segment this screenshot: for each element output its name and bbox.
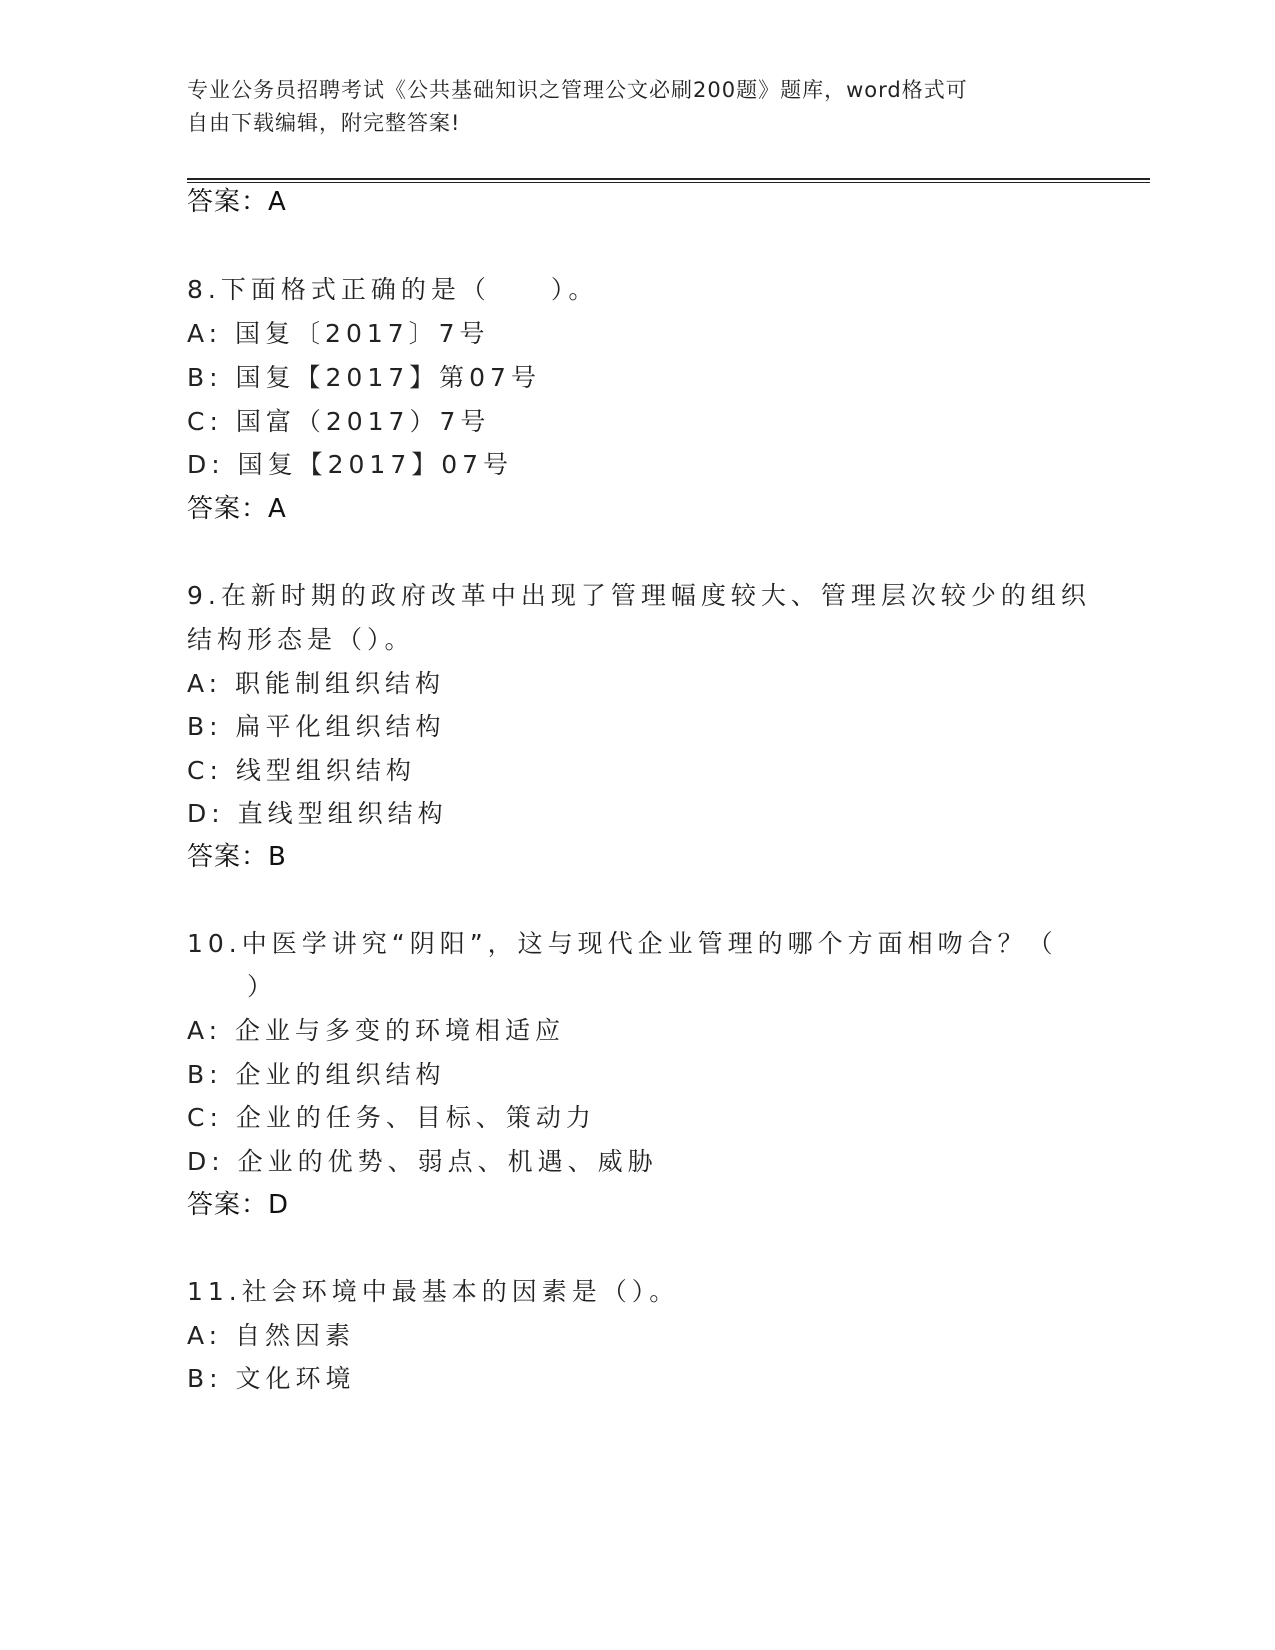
question-10-option-d: D: 企业的优势、弱点、机遇、威胁 xyxy=(187,1147,658,1176)
question-8-option-a: A: 国复〔2017〕7号 xyxy=(187,319,490,348)
question-11-option-a: A: 自然因素 xyxy=(187,1321,356,1350)
question-11-option-b: B: 文化环境 xyxy=(187,1364,356,1393)
question-8-option-d: D: 国复【2017】07号 xyxy=(187,450,514,479)
header-line-1: 专业公务员招聘考试《公共基础知识之管理公文必刷200题》题库，word格式可 xyxy=(187,78,968,102)
question-9-stem-line-1: 9.在新时期的政府改革中出现了管理幅度较大、管理层次较少的组织 xyxy=(187,581,1091,610)
question-9-option-b: B: 扁平化组织结构 xyxy=(187,712,446,741)
question-11-stem: 11.社会环境中最基本的因素是（）。 xyxy=(187,1277,680,1306)
question-9-stem-line-2: 结构形态是（）。 xyxy=(187,625,415,654)
question-10-answer: 答案：D xyxy=(187,1190,290,1220)
question-8-answer: 答案：A xyxy=(187,494,287,524)
question-10-option-c: C: 企业的任务、目标、策动力 xyxy=(187,1103,596,1132)
question-8-option-b: B: 国复【2017】第07号 xyxy=(187,363,541,392)
header-line-2: 自由下载编辑，附完整答案! xyxy=(187,111,461,135)
question-10-option-b: B: 企业的组织结构 xyxy=(187,1060,446,1089)
question-10-stem-line-2: ） xyxy=(187,972,278,1001)
question-9-answer: 答案：B xyxy=(187,842,287,872)
header-divider xyxy=(187,178,1150,183)
question-10-option-a: A: 企业与多变的环境相适应 xyxy=(187,1016,566,1045)
question-9-option-d: D: 直线型组织结构 xyxy=(187,799,448,828)
document-header xyxy=(187,74,1087,140)
question-8-stem: 8.下面格式正确的是（ ）。 xyxy=(187,275,599,304)
question-9-option-a: A: 职能制组织结构 xyxy=(187,669,446,698)
answer-prev: 答案：A xyxy=(187,187,287,217)
question-9-option-c: C: 线型组织结构 xyxy=(187,756,416,785)
question-10-stem-line-1: 10.中医学讲究“阴阳”，这与现代企业管理的哪个方面相吻合？（ xyxy=(187,929,1058,958)
question-8-option-c: C: 国富（2017）7号 xyxy=(187,407,491,436)
